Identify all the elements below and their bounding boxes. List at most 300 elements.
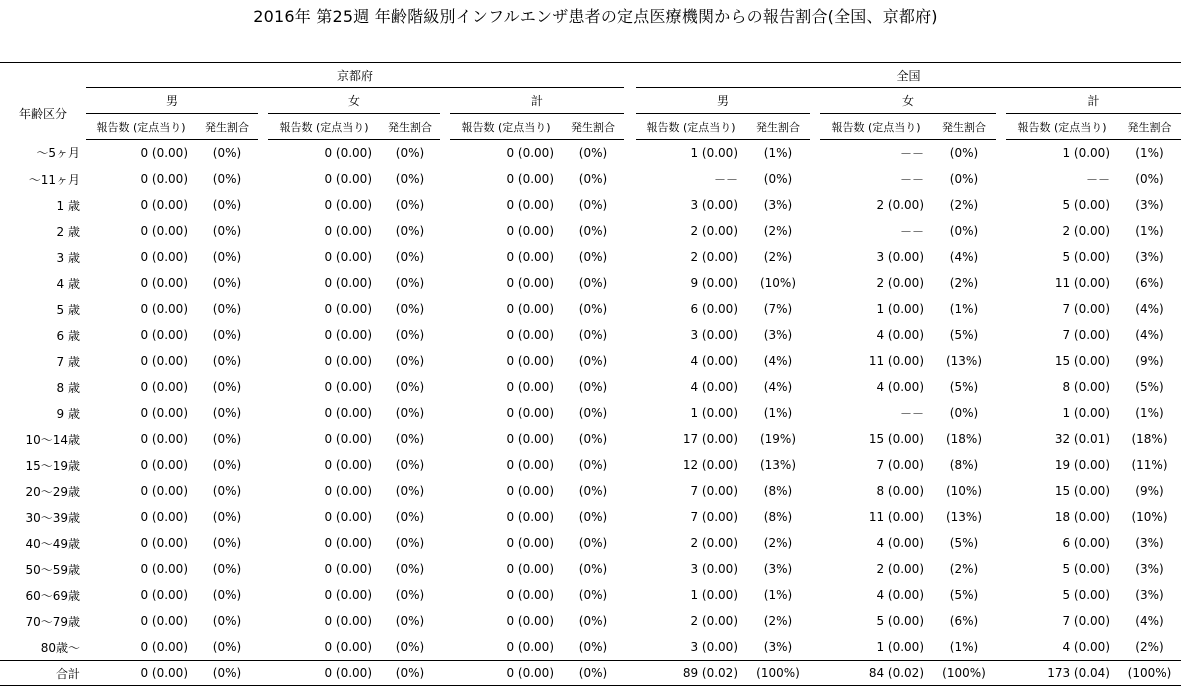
national-report-count: 1 (0.00) (690, 146, 738, 160)
national-report-count: 32 (0.01) (1054, 432, 1110, 446)
national-report-count: 4 (0.00) (876, 328, 924, 342)
kyoto-rate: (0%) (578, 406, 608, 420)
kyoto-report-count: 0 (0.00) (268, 661, 380, 686)
kyoto-rate: (0%) (395, 354, 425, 368)
age-label: 15～19歳 (25, 458, 80, 473)
age-label: 40～49歳 (25, 536, 80, 551)
kyoto-report-count: 0 (0.00) (140, 406, 188, 420)
national-report-count: 11 (0.00) (868, 510, 924, 524)
national-rate: (0%) (763, 172, 793, 186)
kyoto-rate: (0%) (395, 406, 425, 420)
kyoto-report-count: 0 (0.00) (506, 458, 554, 472)
national-rate: (9%) (1135, 484, 1164, 498)
kyoto-report-count: 0 (0.00) (506, 484, 554, 498)
table-row (0, 400, 1181, 426)
influenza-report-table (0, 62, 1181, 686)
age-label: 9 歳 (56, 406, 80, 421)
kyoto-report-count: 0 (0.00) (324, 250, 372, 264)
national-report-count: 2 (0.00) (876, 276, 924, 290)
kyoto-rate: (0%) (395, 328, 425, 342)
national-rate: (1%) (949, 302, 979, 316)
national-report-count: 4 (0.00) (876, 380, 924, 394)
kyoto-report-count: 0 (0.00) (324, 614, 372, 628)
national-report-count: 5 (0.00) (876, 614, 924, 628)
national-rate: (3%) (763, 640, 793, 654)
table-body (0, 140, 1181, 686)
kyoto-report-count: 0 (0.00) (324, 198, 372, 212)
age-label: 10～14歳 (25, 432, 80, 447)
national-rate: (19%) (759, 432, 797, 446)
national-report-count: 5 (0.00) (1062, 198, 1110, 212)
age-label: ～5ヶ月 (36, 146, 80, 161)
kyoto-report-count: 0 (0.00) (140, 536, 188, 550)
national-report-count: 2 (0.00) (690, 250, 738, 264)
kyoto-rate: (0%) (212, 198, 242, 212)
kyoto-report-count: 0 (0.00) (140, 562, 188, 576)
national-rate: (2%) (763, 614, 793, 628)
age-label: 3 歳 (56, 250, 80, 265)
national-rate: (4%) (1135, 614, 1164, 628)
table-row (0, 426, 1181, 452)
kyoto-report-count: 0 (0.00) (506, 562, 554, 576)
kyoto-rate: (0%) (578, 172, 608, 186)
rate-header: 発生割合 (562, 114, 624, 140)
table-row (0, 530, 1181, 556)
kyoto-report-count: 0 (0.00) (506, 198, 554, 212)
national-report-count: 1 (0.00) (690, 406, 738, 420)
kyoto-report-count: 0 (0.00) (140, 276, 188, 290)
table-row (0, 608, 1181, 634)
national-rate: (4%) (1135, 328, 1164, 342)
national-rate: (3%) (1135, 588, 1164, 602)
kyoto-rate: (0%) (395, 536, 425, 550)
kyoto-rate: (0%) (212, 406, 242, 420)
national-report-count: 15 (0.00) (868, 432, 924, 446)
national-report-count: 17 (0.00) (682, 432, 738, 446)
national-rate: (5%) (949, 536, 979, 550)
kyoto-rate: (0%) (395, 640, 425, 654)
national-rate: (13%) (759, 458, 797, 472)
kyoto-report-count: 0 (0.00) (506, 614, 554, 628)
kyoto-rate: (0%) (212, 172, 242, 186)
national-report-count: 7 (0.00) (1062, 302, 1110, 316)
age-label: 5 歳 (56, 302, 80, 317)
kyoto-rate: (0%) (395, 198, 425, 212)
kyoto-report-count: 0 (0.00) (324, 302, 372, 316)
kyoto-report-count: 0 (0.00) (140, 328, 188, 342)
national-rate: (5%) (949, 588, 979, 602)
kyoto-total-header: 計 (450, 88, 624, 114)
national-report-count: 2 (0.00) (876, 562, 924, 576)
national-report-count: 2 (0.00) (690, 224, 738, 238)
national-rate: (3%) (1135, 250, 1164, 264)
kyoto-rate: (0%) (578, 510, 608, 524)
national-report-count: 4 (0.00) (690, 380, 738, 394)
kyoto-report-count: 0 (0.00) (506, 302, 554, 316)
table-row (0, 270, 1181, 296)
national-report-count: 4 (0.00) (690, 354, 738, 368)
national-report-count: 7 (0.00) (1062, 328, 1110, 342)
header-row-region (0, 63, 1181, 88)
rate-header: 発生割合 (1118, 114, 1181, 140)
kyoto-report-count: 0 (0.00) (324, 640, 372, 654)
national-report-count: 1 (0.00) (876, 640, 924, 654)
national-report-count: 2 (0.00) (690, 536, 738, 550)
kyoto-rate: (0%) (395, 146, 425, 160)
national-rate: (2%) (763, 224, 793, 238)
national-report-count: 1 (0.00) (876, 302, 924, 316)
national-report-count: －－ (1085, 172, 1110, 187)
kyoto-report-count: 0 (0.00) (324, 380, 372, 394)
national-rate: (1%) (1135, 146, 1164, 160)
national-report-count: 7 (0.00) (1062, 614, 1110, 628)
national-report-count: －－ (899, 146, 924, 161)
table-row (0, 244, 1181, 270)
page-title: 2016年 第25週 年齢階級別インフルエンザ患者の定点医療機関からの報告割合(全国、京都府) (253, 7, 938, 26)
kyoto-rate: (0%) (212, 432, 242, 446)
kyoto-report-count: 0 (0.00) (324, 172, 372, 186)
national-report-count: －－ (899, 172, 924, 187)
kyoto-report-count: 0 (0.00) (140, 432, 188, 446)
age-label: 1 歳 (56, 198, 80, 213)
kyoto-rate: (0%) (395, 380, 425, 394)
national-report-count: －－ (899, 224, 924, 239)
age-label: 2 歳 (56, 224, 80, 239)
kyoto-rate: (0%) (395, 458, 425, 472)
kyoto-rate: (0%) (212, 146, 242, 160)
kyoto-rate: (0%) (395, 224, 425, 238)
national-rate: (3%) (1135, 198, 1164, 212)
kyoto-rate: (0%) (578, 302, 608, 316)
kyoto-report-count: 0 (0.00) (506, 224, 554, 238)
national-rate: (0%) (949, 146, 979, 160)
kyoto-rate: (0%) (395, 302, 425, 316)
national-rate: (3%) (763, 562, 793, 576)
national-report-count: 11 (0.00) (868, 354, 924, 368)
kyoto-rate: (0%) (212, 276, 242, 290)
table-row (0, 478, 1181, 504)
header-row-metric (0, 114, 1181, 140)
table-row (0, 582, 1181, 608)
national-rate: (8%) (763, 484, 793, 498)
table-row (0, 192, 1181, 218)
national-rate: (13%) (945, 354, 983, 368)
table-row (0, 374, 1181, 400)
kyoto-report-count: 0 (0.00) (140, 198, 188, 212)
kyoto-rate: (0%) (380, 661, 440, 686)
national-report-count: 15 (0.00) (1054, 484, 1110, 498)
kyoto-rate: (0%) (212, 458, 242, 472)
national-rate: (2%) (949, 562, 979, 576)
kyoto-rate: (0%) (395, 276, 425, 290)
national-report-count: 6 (0.00) (690, 302, 738, 316)
national-report-count: 3 (0.00) (876, 250, 924, 264)
national-rate: (5%) (1135, 380, 1164, 394)
kyoto-report-count: 0 (0.00) (324, 536, 372, 550)
national-rate: (10%) (945, 484, 983, 498)
kyoto-report-count: 0 (0.00) (506, 536, 554, 550)
national-report-count: 5 (0.00) (1062, 588, 1110, 602)
age-label: 80歳～ (40, 640, 80, 655)
kyoto-rate: (0%) (578, 536, 608, 550)
kyoto-rate: (0%) (395, 432, 425, 446)
kyoto-rate: (0%) (578, 432, 608, 446)
kyoto-rate: (0%) (578, 328, 608, 342)
kyoto-rate: (0%) (578, 146, 608, 160)
kyoto-report-count: 0 (0.00) (506, 146, 554, 160)
national-report-count: 9 (0.00) (690, 276, 738, 290)
national-rate: (5%) (949, 380, 979, 394)
kyoto-report-count: 0 (0.00) (140, 640, 188, 654)
kyoto-rate: (0%) (212, 536, 242, 550)
kyoto-rate: (0%) (212, 354, 242, 368)
kyoto-report-count: 0 (0.00) (324, 510, 372, 524)
kyoto-report-count: 0 (0.00) (324, 146, 372, 160)
age-label: 7 歳 (56, 354, 80, 369)
national-rate: (0%) (949, 172, 979, 186)
kyoto-report-count: 0 (0.00) (140, 146, 188, 160)
report-count-header: 報告数 (定点当り) (636, 114, 746, 140)
national-report-count: 18 (0.00) (1054, 510, 1110, 524)
national-report-count: 4 (0.00) (876, 588, 924, 602)
kyoto-report-count: 0 (0.00) (506, 172, 554, 186)
national-rate: (18%) (1131, 432, 1168, 446)
kyoto-report-count: 0 (0.00) (324, 224, 372, 238)
national-rate: (1%) (763, 146, 793, 160)
national-rate: (2%) (949, 198, 979, 212)
kyoto-rate: (0%) (578, 640, 608, 654)
age-column-header: 年齢区分 (18, 107, 67, 121)
report-count-header: 報告数 (定点当り) (820, 114, 932, 140)
national-rate: (1%) (763, 406, 793, 420)
rate-header: 発生割合 (932, 114, 996, 140)
table-row (0, 634, 1181, 661)
kyoto-report-count: 0 (0.00) (506, 588, 554, 602)
kyoto-rate: (0%) (578, 224, 608, 238)
national-rate: (7%) (763, 302, 793, 316)
national-rate: (9%) (1135, 354, 1164, 368)
kyoto-report-count: 0 (0.00) (324, 354, 372, 368)
report-count-header: 報告数 (定点当り) (268, 114, 380, 140)
table-row (0, 452, 1181, 478)
national-rate: (18%) (945, 432, 983, 446)
table-row (0, 322, 1181, 348)
national-report-count: 15 (0.00) (1054, 354, 1110, 368)
kyoto-rate: (0%) (578, 354, 608, 368)
national-report-count: 3 (0.00) (690, 328, 738, 342)
kyoto-report-count: 0 (0.00) (324, 458, 372, 472)
rate-header: 発生割合 (380, 114, 440, 140)
national-report-count: 1 (0.00) (690, 588, 738, 602)
national-rate: (6%) (1135, 276, 1164, 290)
kyoto-rate: (0%) (212, 640, 242, 654)
national-report-count: 4 (0.00) (876, 536, 924, 550)
national-report-count: 12 (0.00) (682, 458, 738, 472)
national-female-header: 女 (820, 88, 996, 114)
age-label: 8 歳 (56, 380, 80, 395)
kyoto-rate: (0%) (212, 562, 242, 576)
national-rate: (8%) (949, 458, 979, 472)
national-rate: (1%) (1135, 224, 1164, 238)
kyoto-rate: (0%) (578, 198, 608, 212)
age-label: ～11ヶ月 (28, 172, 80, 187)
national-rate: (11%) (1131, 458, 1168, 472)
national-report-count: 173 (0.04) (1006, 661, 1118, 686)
national-report-count: 7 (0.00) (690, 510, 738, 524)
age-label: 50～59歳 (25, 562, 80, 577)
report-count-header: 報告数 (定点当り) (86, 114, 196, 140)
age-label: 20～29歳 (25, 484, 80, 499)
table-row (0, 556, 1181, 582)
national-report-count: 5 (0.00) (1062, 562, 1110, 576)
national-report-count: 1 (0.00) (1062, 146, 1110, 160)
header-row-sex (0, 88, 1181, 114)
kyoto-report-count: 0 (0.00) (506, 432, 554, 446)
kyoto-report-count: 0 (0.00) (324, 432, 372, 446)
kyoto-report-count: 0 (0.00) (506, 640, 554, 654)
national-rate: (1%) (1135, 406, 1164, 420)
national-report-count: 8 (0.00) (1062, 380, 1110, 394)
national-report-count: 8 (0.00) (876, 484, 924, 498)
national-report-count: 19 (0.00) (1054, 458, 1110, 472)
national-rate: (13%) (945, 510, 983, 524)
table-row (0, 140, 1181, 167)
national-rate: (4%) (1135, 302, 1164, 316)
age-label: 70～79歳 (25, 614, 80, 629)
national-rate: (100%) (932, 661, 996, 686)
national-report-count: －－ (899, 406, 924, 421)
national-rate: (3%) (1135, 562, 1164, 576)
table-row (0, 166, 1181, 192)
national-report-count: 7 (0.00) (690, 484, 738, 498)
table-row (0, 348, 1181, 374)
national-rate: (0%) (949, 224, 979, 238)
kyoto-report-count: 0 (0.00) (324, 484, 372, 498)
kyoto-report-count: 0 (0.00) (86, 661, 196, 686)
kyoto-report-count: 0 (0.00) (506, 250, 554, 264)
kyoto-report-count: 0 (0.00) (506, 406, 554, 420)
kyoto-report-count: 0 (0.00) (324, 562, 372, 576)
national-male-header: 男 (636, 88, 810, 114)
kyoto-rate: (0%) (395, 510, 425, 524)
national-total-header: 計 (1006, 88, 1181, 114)
age-label: 合計 (0, 661, 86, 686)
national-rate: (3%) (763, 198, 793, 212)
national-rate: (10%) (759, 276, 797, 290)
kyoto-rate: (0%) (578, 588, 608, 602)
kyoto-rate: (0%) (578, 380, 608, 394)
rate-header: 発生割合 (746, 114, 810, 140)
national-rate: (2%) (763, 250, 793, 264)
report-count-header: 報告数 (定点当り) (1006, 114, 1118, 140)
national-report-count: 3 (0.00) (690, 562, 738, 576)
kyoto-rate: (0%) (562, 661, 624, 686)
kyoto-male-header: 男 (86, 88, 258, 114)
rate-header: 発生割合 (196, 114, 258, 140)
kyoto-report-count: 0 (0.00) (324, 588, 372, 602)
national-report-count: 84 (0.02) (820, 661, 932, 686)
region-kyoto-header: 京都府 (86, 63, 624, 88)
kyoto-rate: (0%) (212, 328, 242, 342)
national-rate: (4%) (763, 380, 793, 394)
national-rate: (3%) (763, 328, 793, 342)
kyoto-rate: (0%) (212, 250, 242, 264)
kyoto-report-count: 0 (0.00) (140, 510, 188, 524)
kyoto-report-count: 0 (0.00) (140, 172, 188, 186)
kyoto-rate: (0%) (212, 380, 242, 394)
kyoto-report-count: 0 (0.00) (140, 458, 188, 472)
national-report-count: 11 (0.00) (1054, 276, 1110, 290)
kyoto-report-count: 0 (0.00) (140, 588, 188, 602)
kyoto-rate: (0%) (212, 302, 242, 316)
national-rate: (6%) (949, 614, 979, 628)
kyoto-rate: (0%) (212, 510, 242, 524)
kyoto-rate: (0%) (395, 172, 425, 186)
national-rate: (4%) (949, 250, 979, 264)
kyoto-rate: (0%) (578, 562, 608, 576)
kyoto-rate: (0%) (212, 484, 242, 498)
kyoto-rate: (0%) (578, 276, 608, 290)
national-rate: (2%) (949, 276, 979, 290)
national-report-count: 6 (0.00) (1062, 536, 1110, 550)
kyoto-report-count: 0 (0.00) (140, 380, 188, 394)
kyoto-report-count: 0 (0.00) (140, 354, 188, 368)
national-rate: (3%) (1135, 536, 1164, 550)
kyoto-rate: (0%) (578, 484, 608, 498)
age-label: 60～69歳 (25, 588, 80, 603)
national-report-count: 3 (0.00) (690, 198, 738, 212)
kyoto-rate: (0%) (578, 250, 608, 264)
kyoto-rate: (0%) (578, 458, 608, 472)
kyoto-rate: (0%) (212, 614, 242, 628)
national-rate: (1%) (949, 640, 979, 654)
kyoto-rate: (0%) (395, 614, 425, 628)
age-label: 4 歳 (56, 276, 80, 291)
kyoto-report-count: 0 (0.00) (324, 406, 372, 420)
kyoto-report-count: 0 (0.00) (506, 354, 554, 368)
kyoto-report-count: 0 (0.00) (140, 224, 188, 238)
kyoto-rate: (0%) (212, 588, 242, 602)
national-report-count: 4 (0.00) (1062, 640, 1110, 654)
kyoto-rate: (0%) (578, 614, 608, 628)
table-row (0, 504, 1181, 530)
kyoto-report-count: 0 (0.00) (140, 302, 188, 316)
national-rate: (100%) (1118, 661, 1181, 686)
table-row (0, 218, 1181, 244)
national-rate: (1%) (763, 588, 793, 602)
kyoto-rate: (0%) (395, 562, 425, 576)
kyoto-report-count: 0 (0.00) (140, 250, 188, 264)
national-report-count: 2 (0.00) (690, 614, 738, 628)
national-rate: (0%) (949, 406, 979, 420)
region-national-header: 全国 (636, 63, 1181, 88)
national-report-count: 2 (0.00) (876, 198, 924, 212)
national-rate: (100%) (746, 661, 810, 686)
national-report-count: 89 (0.02) (636, 661, 746, 686)
kyoto-rate: (0%) (196, 661, 258, 686)
kyoto-report-count: 0 (0.00) (140, 484, 188, 498)
kyoto-report-count: 0 (0.00) (324, 328, 372, 342)
kyoto-rate: (0%) (395, 250, 425, 264)
kyoto-female-header: 女 (268, 88, 440, 114)
national-report-count: 5 (0.00) (1062, 250, 1110, 264)
national-rate: (2%) (763, 536, 793, 550)
kyoto-report-count: 0 (0.00) (506, 510, 554, 524)
national-report-count: 1 (0.00) (1062, 406, 1110, 420)
kyoto-report-count: 0 (0.00) (506, 276, 554, 290)
national-rate: (2%) (1135, 640, 1164, 654)
national-rate: (10%) (1131, 510, 1168, 524)
